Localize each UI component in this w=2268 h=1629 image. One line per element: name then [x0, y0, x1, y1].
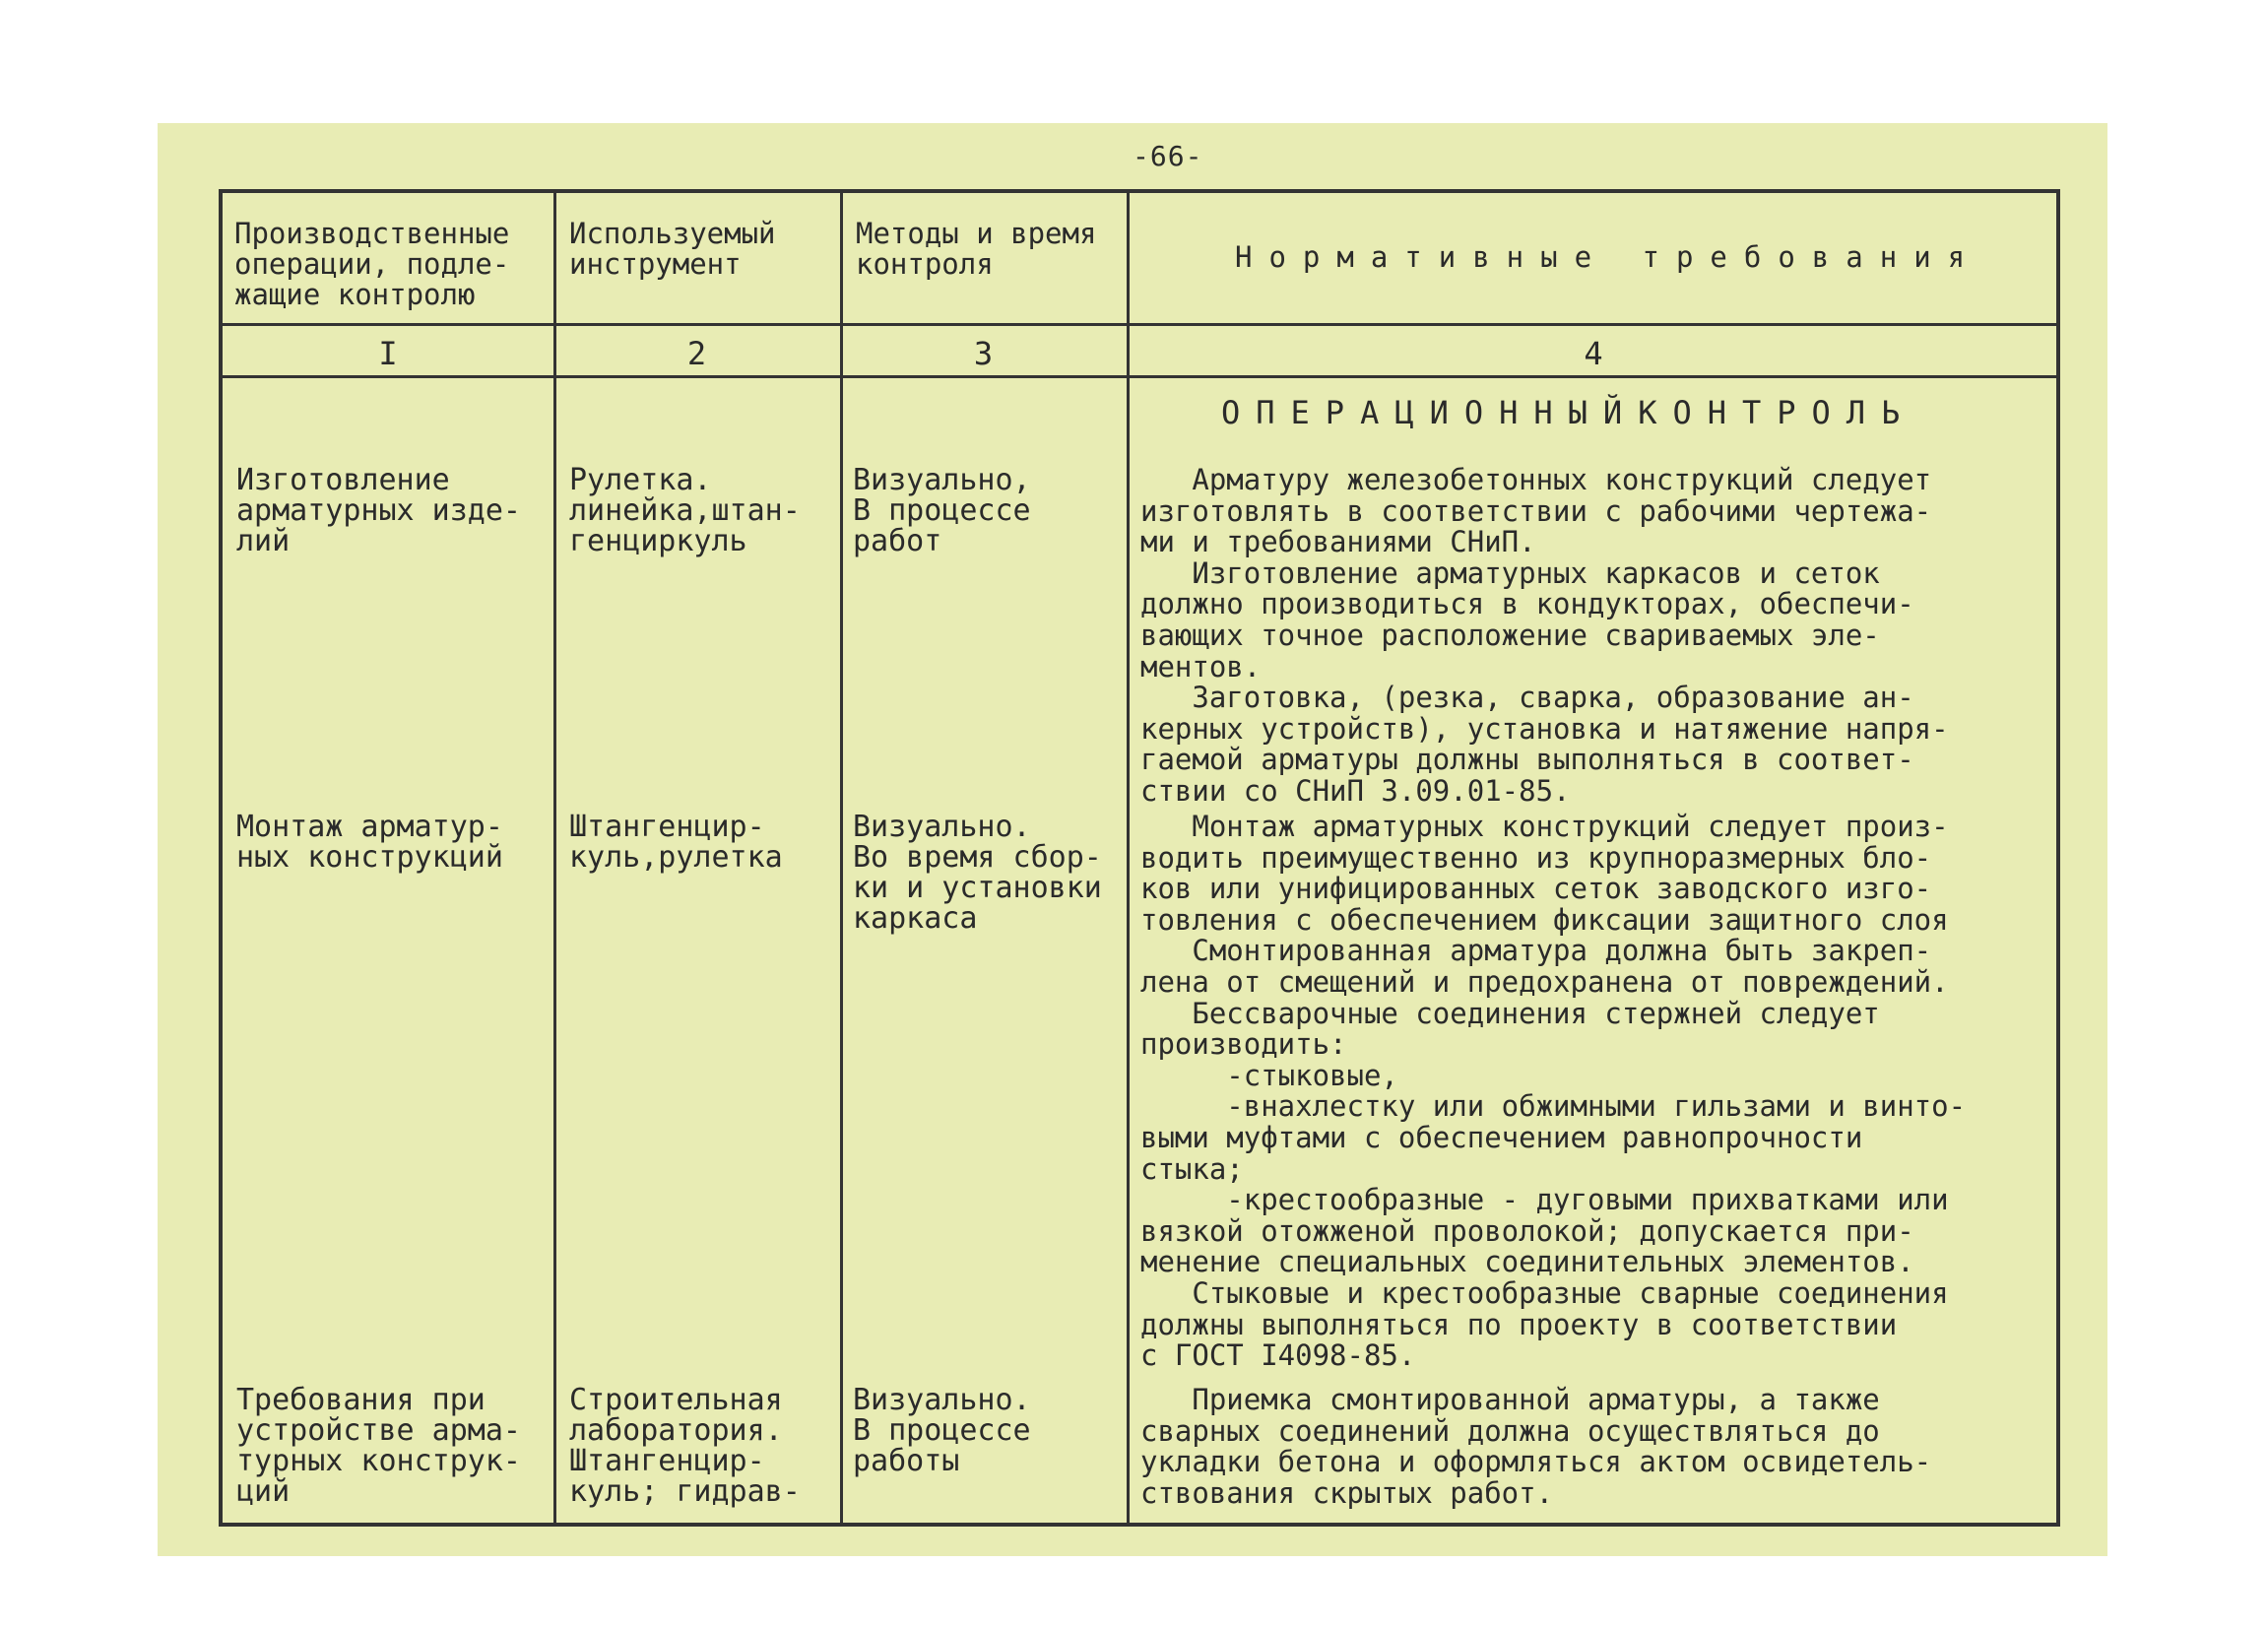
column-divider	[553, 193, 556, 1523]
row-2-requirements: Монтаж арматурных конструкций следует произ- водить преимущественно из крупноразмерных бло- ков или унифицированных сеток заводского изго- товления с обеспечением фиксации защитного слоя Смонтированная арматура должна быть закреп- лена от смещений и предохранена от повреждений. Бессварочные соединения стержней следует производить: -стыковые, -внахлестку или обжимными гильзами и винто- выми муфтами с обеспечением равнопрочности стыка; -крестообразные - дуговыми прихватками или вязкой отожженой проволокой; допускается при- менение специальных соединительных элементов. Стыковые и крестообразные сварные соединения должны выполняться по проекту в соответствии с ГОСТ I4098-85.	[1140, 810, 1967, 1373]
row-2-operation: Монтаж арматур- ных конструкций	[236, 810, 503, 875]
column-number-3: 3	[973, 335, 994, 372]
row-1-method: Визуально, В процессе работ	[853, 463, 1031, 558]
section-title: ОПЕРАЦИОННЫЙКОНТРОЛЬ	[1221, 394, 1916, 431]
row-2-method: Визуально. Во время сбор- ки и установки каркаса	[853, 810, 1102, 936]
column-divider	[1127, 193, 1130, 1523]
column-header-methods: Методы и время контроля	[856, 217, 1097, 281]
column-divider	[840, 193, 843, 1523]
column-header-operations: Производственные операции, подле- жащие контролю	[234, 217, 510, 311]
row-1-requirements: Арматуру железобетонных конструкций следует изготовлять в соответствии с рабочими чертежа- ми и требованиями СНиП. Изготовление арматурных каркасов и сеток должно производиться в кондукторах, обеспечи- вающих точное расположение свариваемых эле- ментов. Заготовка, (резка, сварка, образование ан- керных устройств), установка и натяжение напря- гаемой арматуры должны выполняться в соответ- ствии со СНиП 3.09.01-85.	[1140, 463, 1949, 808]
control-table	[219, 189, 2060, 1527]
row-1-tool: Рулетка. линейка,штан- генциркуль	[569, 463, 801, 558]
header-divider	[223, 323, 2056, 326]
column-header-tools: Используемый инструмент	[569, 217, 776, 281]
row-3-method: Визуально. В процессе работы	[853, 1383, 1031, 1478]
column-number-1: I	[378, 335, 398, 372]
row-3-operation: Требования при устройстве арма- турных конструк- ций	[236, 1383, 521, 1509]
number-row-divider	[223, 375, 2056, 378]
column-number-4: 4	[1584, 335, 1603, 372]
row-2-tool: Штангенцир- куль,рулетка	[569, 810, 783, 875]
row-3-requirements: Приемка смонтированной арматуры, а также сварных соединений должна осуществляться до укладки бетона и оформляться актом освидетель- ствования скрытых работ.	[1140, 1383, 1932, 1510]
row-3-tool: Строительная лаборатория. Штангенцир- куль; гидрав-	[569, 1383, 801, 1509]
column-header-requirements: Нормативные требования	[1235, 240, 1982, 274]
page-number: -66-	[1133, 140, 1203, 172]
row-1-operation: Изготовление арматурных изде- лий	[236, 463, 521, 558]
column-number-2: 2	[686, 335, 707, 372]
